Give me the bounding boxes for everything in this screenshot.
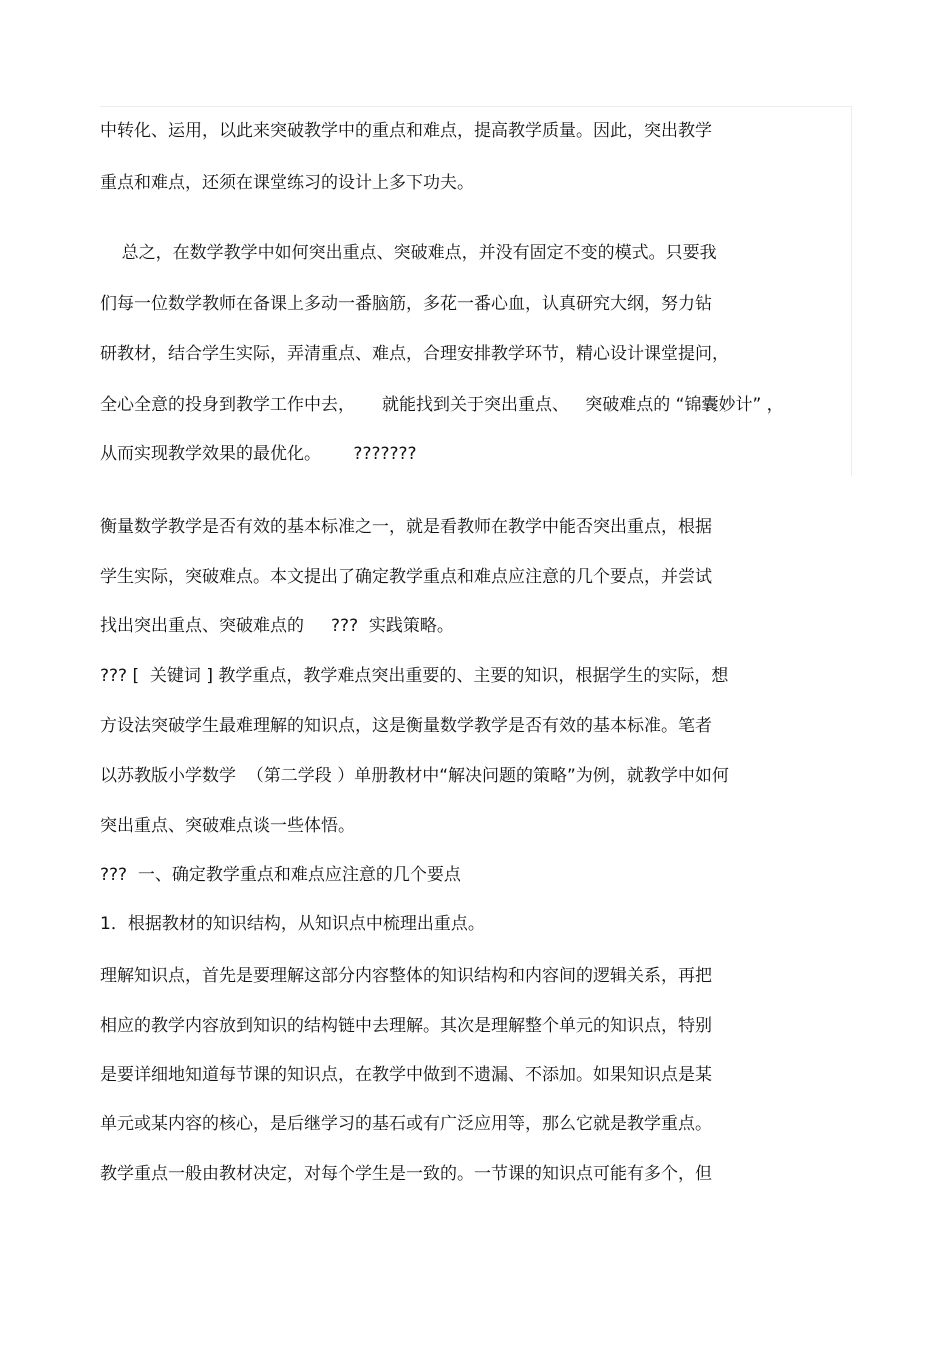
page-frame-top-border bbox=[100, 106, 852, 107]
text-line: 学生实际，突破难点。本文提出了确定教学重点和难点应注意的几个要点，并尝试 bbox=[100, 567, 712, 587]
text-line: 从而实现教学效果的最优化。 ??????? bbox=[100, 444, 417, 464]
text-line: 全心全意的投身到教学工作中去， 就能找到关于突出重点、 突破难点的 “锦囊妙计” ， bbox=[100, 395, 784, 415]
text-line: ??? [ 关键词 ] 教学重点，教学难点突出重要的、主要的知识，根据学生的实际，想 bbox=[100, 666, 729, 686]
subsection-heading: 1．根据教材的知识结构，从知识点中梳理出重点。 bbox=[100, 914, 485, 934]
text-line: 们每一位数学教师在备课上多动一番脑筋，多花一番心血，认真研究大纲，努力钻 bbox=[100, 294, 712, 314]
text-line: 研教材，结合学生实际，弄清重点、难点，合理安排教学环节，精心设计课堂提问， bbox=[100, 344, 729, 364]
text-line: 相应的教学内容放到知识的结构链中去理解。其次是理解整个单元的知识点，特别 bbox=[100, 1016, 712, 1036]
text-line: 以苏教版小学数学 （第二学段 ）单册教材中“解决问题的策略”为例，就教学中如何 bbox=[100, 766, 729, 786]
text-line: 突出重点、突破难点谈一些体悟。 bbox=[100, 816, 355, 836]
text-line: 衡量数学教学是否有效的基本标准之一，就是看教师在教学中能否突出重点，根据 bbox=[100, 517, 712, 537]
page-frame-right-border bbox=[851, 106, 852, 476]
text-line: 中转化、运用，以此来突破教学中的重点和难点，提高教学质量。因此，突出教学 bbox=[100, 121, 712, 141]
text-line: 重点和难点，还须在课堂练习的设计上多下功夫。 bbox=[100, 173, 474, 193]
text-line: 方设法突破学生最难理解的知识点，这是衡量数学教学是否有效的基本标准。笔者 bbox=[100, 716, 712, 736]
text-line: 单元或某内容的核心，是后继学习的基石或有广泛应用等，那么它就是教学重点。 bbox=[100, 1114, 712, 1134]
text-line: 是要详细地知道每节课的知识点，在教学中做到不遗漏、不添加。如果知识点是某 bbox=[100, 1065, 712, 1085]
text-line: 教学重点一般由教材决定，对每个学生是一致的。一节课的知识点可能有多个，但 bbox=[100, 1164, 712, 1184]
text-line: 理解知识点，首先是要理解这部分内容整体的知识结构和内容间的逻辑关系，再把 bbox=[100, 966, 712, 986]
text-line: 总之，在数学教学中如何突出重点、突破难点，并没有固定不变的模式。只要我 bbox=[100, 243, 717, 263]
section-heading: ??? 一、确定教学重点和难点应注意的几个要点 bbox=[100, 865, 461, 885]
text-line: 找出突出重点、突破难点的 ??? 实践策略。 bbox=[100, 616, 454, 636]
